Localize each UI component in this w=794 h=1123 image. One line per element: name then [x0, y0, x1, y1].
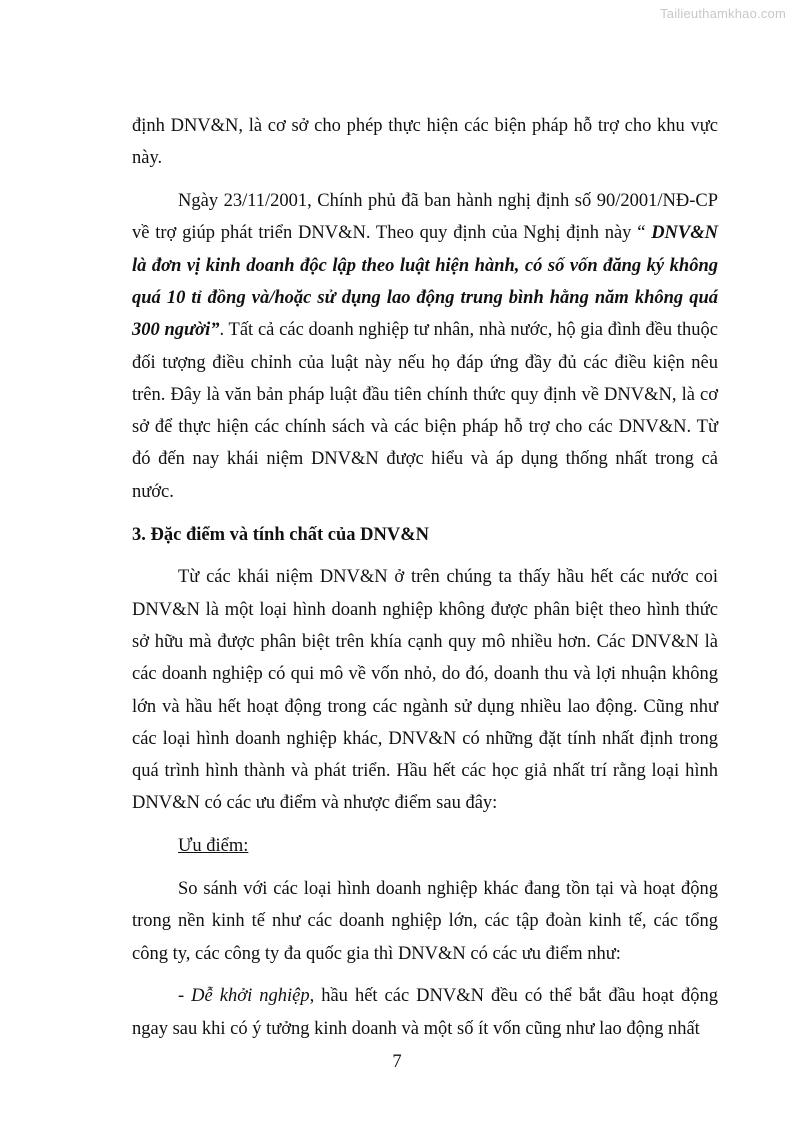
easy-start-text: , hầu hết các DNV&N đều có thể bắt đầu hoạt động ngay sau khi có ý tưởng kinh doanh và một số ít vốn cũng như lao động nhất [132, 986, 718, 1039]
paragraph-characteristics: Từ các khái niệm DNV&N ở trên chúng ta thấy hầu hết các nước coi DNV&N là một loại hình doanh nghiệp không được phân biệt theo hình thức sở hữu mà được phân biệt trên khía cạnh quy mô nhiều hơn. Các DNV&N là các doanh nghiệp có qui mô về vốn nhỏ, do đó, doanh thu và lợi nhuận không lớn và hầu hết hoạt động trong các ngành sử dụng nhiều lao động. Cũng như các loại hình doanh nghiệp khác, DNV&N có những đặt tính nhất định trong quá trình hình thành và phát triển. Hầu hết các học giả nhất trí rằng loại hình DNV&N có các ưu điểm và nhược điểm sau đây: [132, 567, 718, 814]
page-number: 7 [392, 1052, 402, 1072]
paragraph-comparison: So sánh với các loại hình doanh nghiệp khác đang tồn tại và hoạt động trong nền kinh tế như các doanh nghiệp lớn, các tập đoàn kinh tế, các tổng công ty, các công ty đa quốc gia thì DNV&N có các ưu điểm như: [132, 879, 718, 964]
list-dash: - [178, 986, 192, 1007]
advantages-subheading [132, 830, 718, 862]
advantages-label: Ưu điểm: [178, 836, 249, 857]
section-heading: 3. Đặc điểm và tính chất của DNV&N [132, 524, 430, 545]
paragraph-easy-start [132, 980, 718, 1045]
paragraph-decree-intro: Ngày 23/11/2001, Chính phủ đã ban hành nghị định số 90/2001/NĐ-CP về trợ giúp phát triển DNV&N. Theo quy định của Nghị định này “ [132, 191, 718, 244]
paragraph-decree [132, 185, 718, 508]
watermark-text: Tailieuthamkhao.com [660, 6, 786, 21]
paragraph-continuation: định DNV&N, là cơ sở cho phép thực hiện các biện pháp hỗ trợ cho khu vực này. [132, 116, 718, 169]
document-body [132, 110, 718, 1056]
easy-start-term: Dễ khởi nghiệp [191, 986, 310, 1007]
paragraph-decree-rest: . Tất cả các doanh nghiệp tư nhân, nhà nước, hộ gia đình đều thuộc đối tượng điều chỉnh của luật này nếu họ đáp ứng đầy đủ các điều kiện nêu trên. Đây là văn bản pháp luật đầu tiên chính thức quy định về DNV&N, là cơ sở để thực hiện các chính sách và các biện pháp hỗ trợ cho các DNV&N. Từ đó đến nay khái niệm DNV&N được hiểu và áp dụng thống nhất trong cả nước. [132, 320, 718, 502]
decree-quote: DNV&N là đơn vị kinh doanh độc lập theo luật hiện hành, có số vốn đăng ký không quá 10 tỉ đồng và/hoặc sử dụng lao động trung bình hằng năm không quá 300 người” [132, 223, 718, 341]
